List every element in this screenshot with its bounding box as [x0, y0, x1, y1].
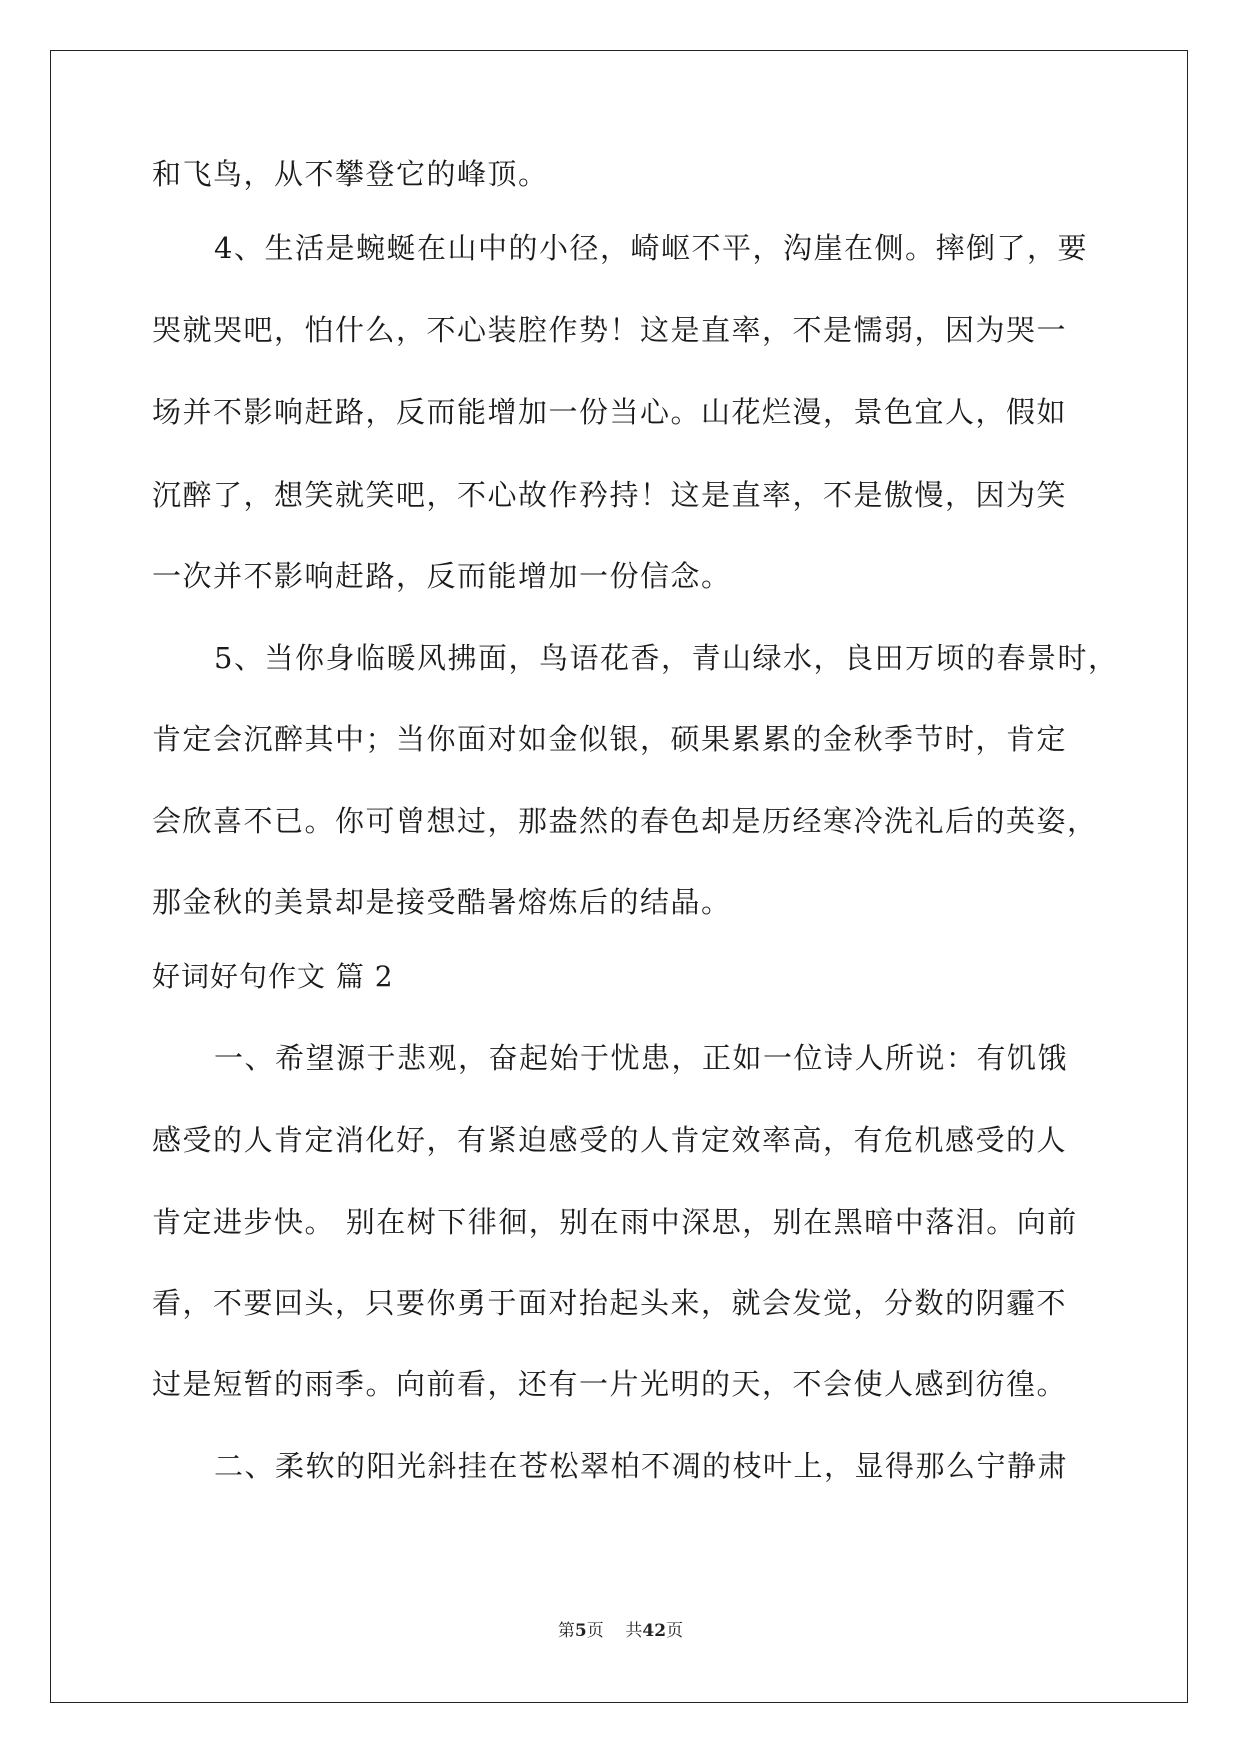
text-line: 一、希望源于悲观，奋起始于忧患，正如一位诗人所说：有饥饿 — [214, 1041, 1069, 1075]
current-page-number: 5 — [574, 1621, 587, 1641]
text-line: 场并不影响赶路，反而能增加一份当心。山花烂漫，景色宜人，假如 — [152, 395, 1068, 429]
text-line: 看，不要回头，只要你勇于面对抬起头来，就会发觉，分数的阴霾不 — [152, 1286, 1068, 1320]
text-line: 沉醉了，想笑就笑吧，不心故作矜持！这是直率，不是傲慢，因为笑 — [152, 478, 1068, 512]
text-line: 感受的人肯定消化好，有紧迫感受的人肯定效率高，有危机感受的人 — [152, 1123, 1068, 1157]
section-heading: 好词好句作文 篇 2 — [152, 960, 394, 993]
footer-prefix: 第 — [557, 1621, 575, 1641]
text-line: 过是短暂的雨季。向前看，还有一片光明的天，不会使人感到彷徨。 — [152, 1367, 1068, 1401]
text-line: 一次并不影响赶路，反而能增加一份信念。 — [152, 559, 732, 593]
footer-total-prefix: 共 — [625, 1621, 643, 1641]
text-line: 会欣喜不已。你可曾想过，那盎然的春色却是历经寒冷洗礼后的英姿， — [152, 804, 1098, 838]
text-line: 肯定会沉醉其中；当你面对如金似银，硕果累累的金秋季节时，肯定 — [152, 722, 1068, 756]
text-line: 4、生活是蜿蜒在山中的小径，崎岖不平，沟崖在侧。摔倒了，要 — [214, 231, 1088, 265]
footer-total-suffix: 页 — [666, 1621, 684, 1641]
text-line: 哭就哭吧，怕什么，不心装腔作势！这是直率，不是懦弱，因为哭一 — [152, 313, 1068, 347]
text-line: 和飞鸟，从不攀登它的峰顶。 — [152, 157, 549, 191]
text-line: 5、当你身临暖风拂面，鸟语花香，青山绿水，良田万顷的春景时， — [214, 641, 1119, 675]
footer-page-suffix: 页 — [586, 1621, 604, 1641]
total-page-number: 42 — [642, 1621, 667, 1641]
page-footer — [0, 1616, 1241, 1641]
text-line: 二、柔软的阳光斜挂在苍松翠柏不凋的枝叶上，显得那么宁静肃 — [214, 1449, 1069, 1483]
text-line: 肯定进步快。 别在树下徘徊，别在雨中深思，别在黑暗中落泪。向前 — [152, 1205, 1078, 1239]
text-line: 那金秋的美景却是接受酷暑熔炼后的结晶。 — [152, 885, 732, 919]
